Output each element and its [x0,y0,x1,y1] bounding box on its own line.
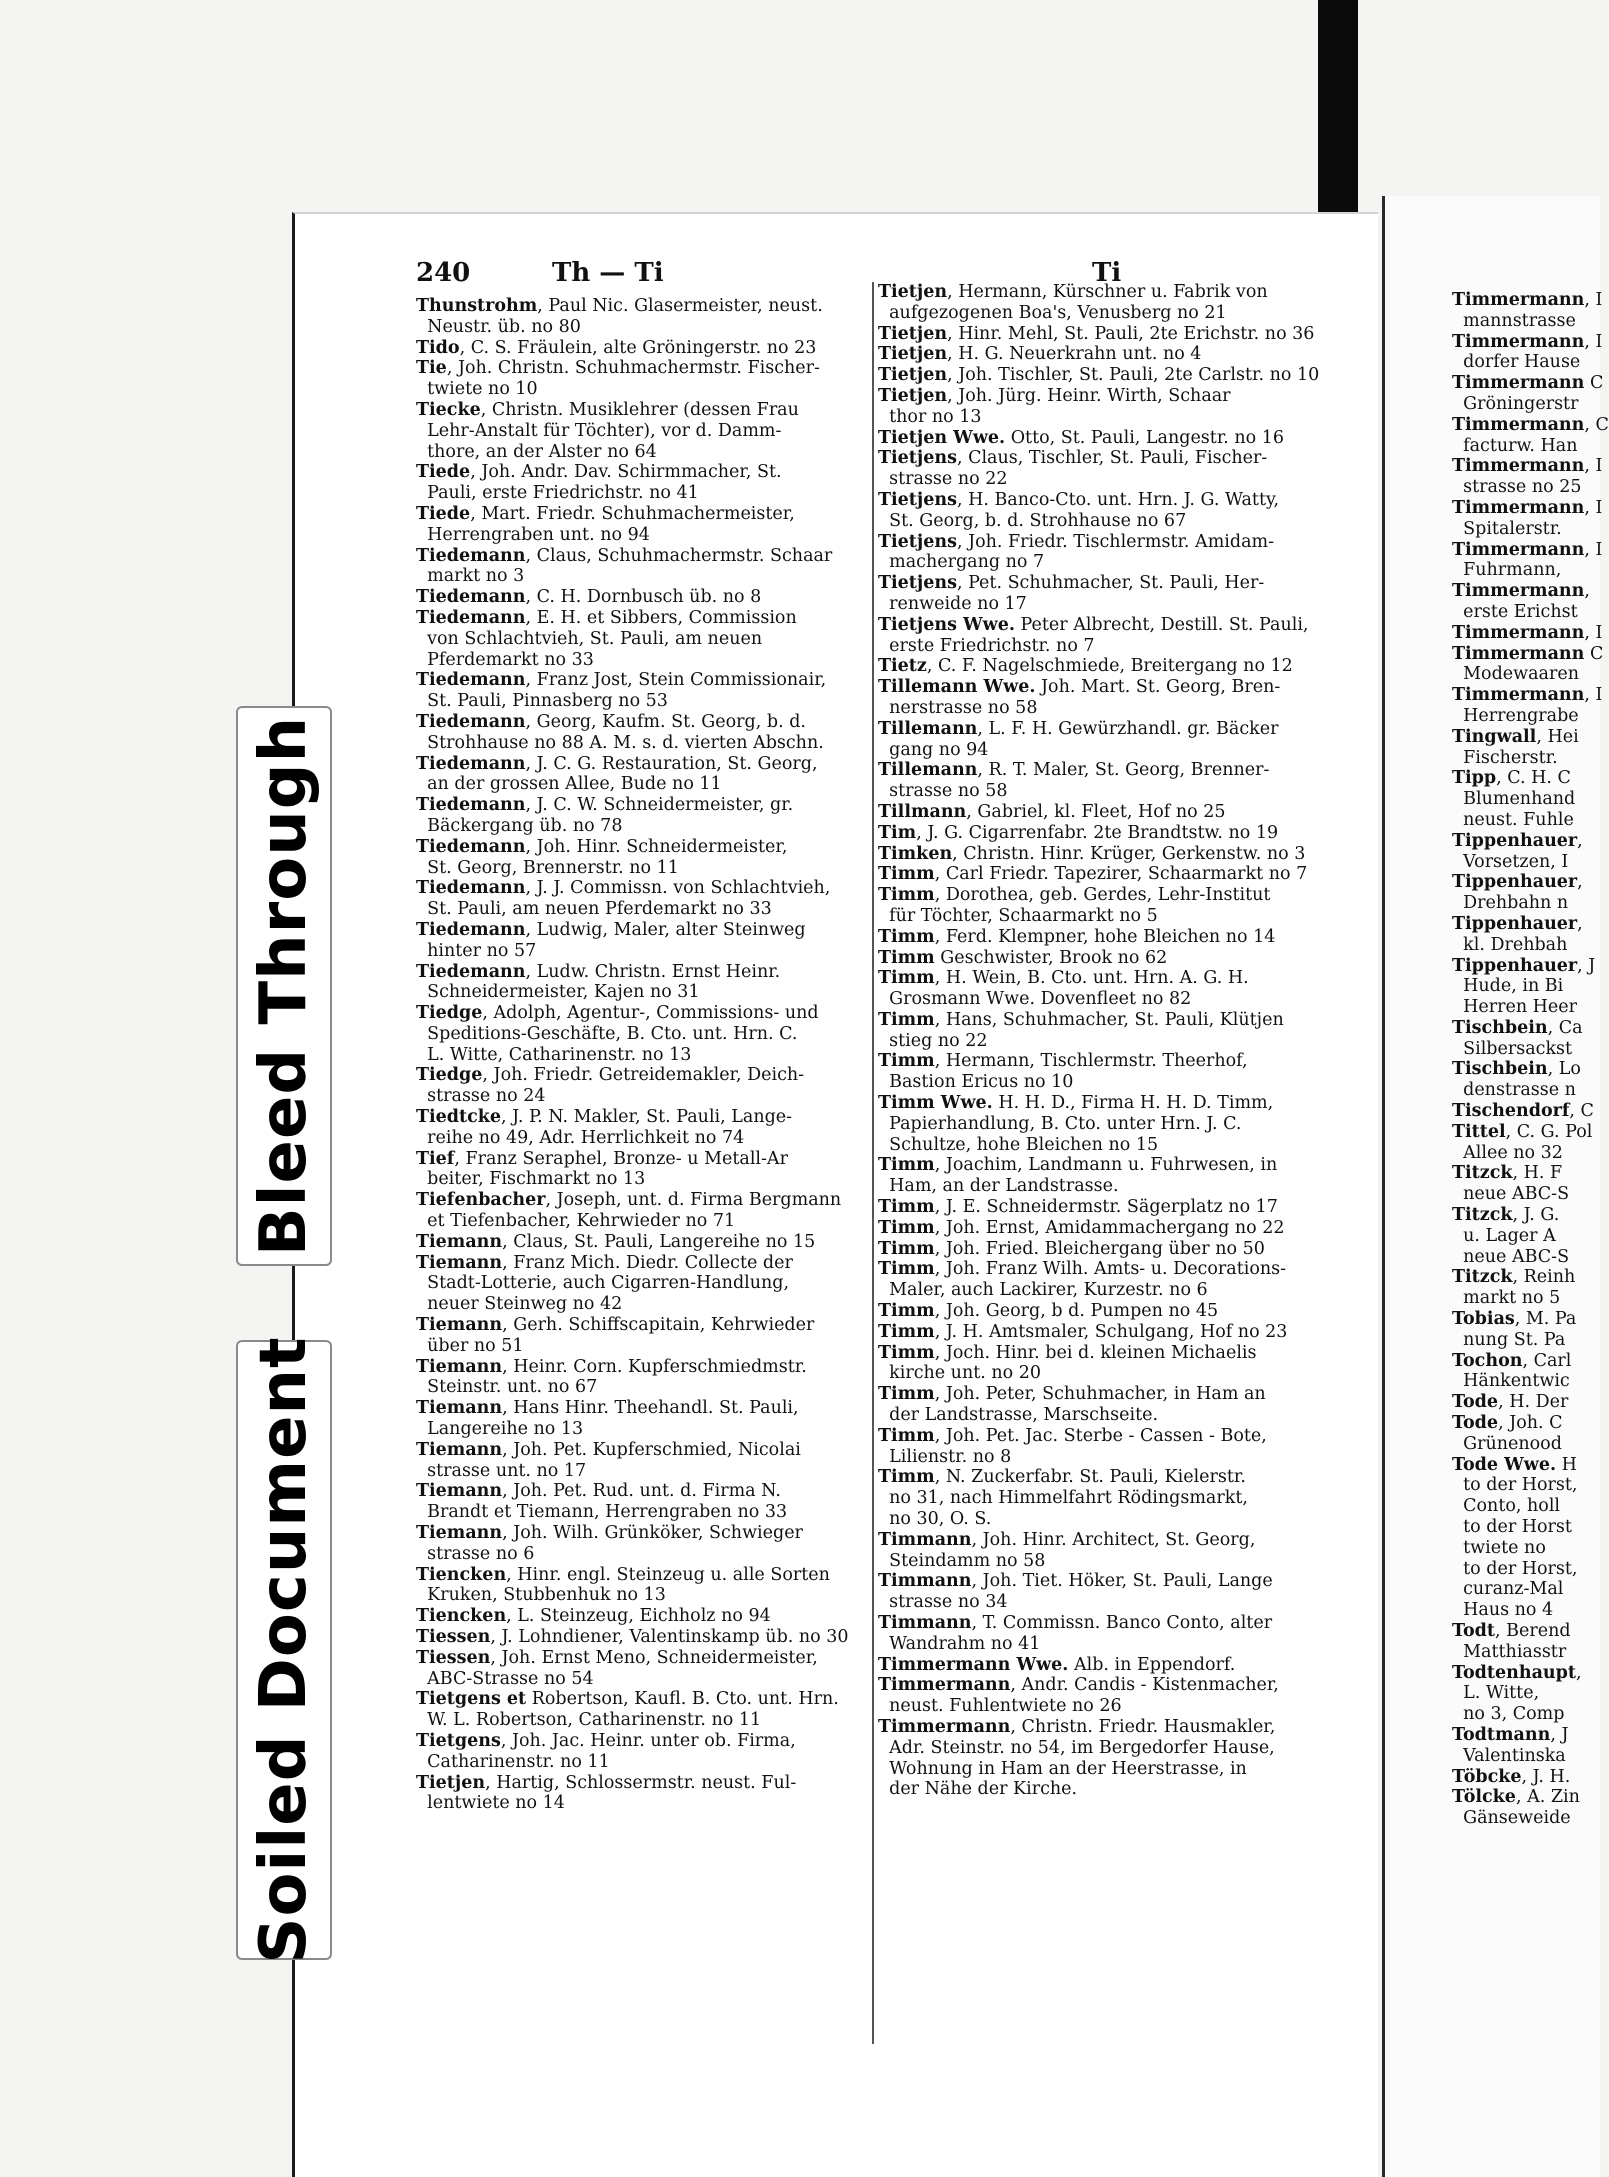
directory-line: Papierhandlung, B. Cto. unter Hrn. J. C. [878,1113,1242,1134]
directory-line: Tillemann Wwe. Joh. Mart. St. Georg, Bren- [878,677,1281,698]
directory-line: Tiedemann, C. H. Dornbusch üb. no 8 [416,587,762,608]
directory-line: Tischendorf, C [1452,1101,1594,1122]
directory-line: strasse no 58 [878,781,1008,802]
directory-line: Timken, Christn. Hinr. Krüger, Gerkenstw. no 3 [878,843,1306,864]
directory-line: Matthiasstr [1452,1641,1567,1662]
directory-line: an der grossen Allee, Bude no 11 [416,774,722,795]
directory-line: Timmermann, C [1452,414,1609,435]
facing-page-column [1452,290,1609,1829]
directory-line: mannstrasse [1452,310,1576,331]
directory-line: Lehr-Anstalt für Töchter), vor d. Damm- [416,420,782,441]
directory-line: Tillemann, R. T. Maler, St. Georg, Brenner- [878,760,1270,781]
directory-line: strasse no 22 [878,469,1008,490]
directory-line: Timmermann, I [1452,331,1603,352]
directory-line: Neustr. üb. no 80 [416,316,581,337]
directory-line: Timmermann, Christn. Friedr. Hausmakler, [878,1716,1276,1737]
directory-line: Conto, holl [1452,1496,1561,1517]
directory-line: twiete no [1452,1537,1546,1558]
directory-line: Tietjens, Joh. Friedr. Tischlermstr. Amidam- [878,531,1275,552]
directory-line: Tode, H. Der [1452,1392,1569,1413]
directory-line: gang no 94 [878,739,989,760]
directory-line: Tiemann, Claus, St. Pauli, Langereihe no 15 [416,1231,816,1252]
directory-line: lentwiete no 14 [416,1793,565,1814]
directory-line: Todtenhaupt, [1452,1662,1582,1683]
directory-line: Wandrahm no 41 [878,1633,1041,1654]
directory-line: Schneidermeister, Kajen no 31 [416,982,700,1003]
directory-line: Timm, Joh. Fried. Bleichergang über no 50 [878,1238,1265,1259]
directory-line: Allee no 32 [1452,1142,1563,1163]
directory-line: Timm, Hans, Schuhmacher, St. Pauli, Klütjen [878,1009,1284,1030]
directory-line: Wohnung in Ham an der Heerstrasse, in [878,1758,1247,1779]
directory-line: Timm, Joh. Ernst, Amidammachergang no 22 [878,1217,1285,1238]
directory-line: Strohhause no 88 A. M. s. d. vierten Abschn. [416,732,824,753]
directory-line: thor no 13 [878,406,982,427]
directory-line: stieg no 22 [878,1030,988,1051]
directory-line: Tode Wwe. H [1452,1454,1577,1475]
directory-line: et Tiefenbacher, Kehrwieder no 71 [416,1211,736,1232]
directory-line: Tiedemann, J. J. Commissn. von Schlachtvieh, [416,878,831,899]
directory-line: Schultze, hohe Bleichen no 15 [878,1134,1159,1155]
directory-line: Timmermann, I [1452,685,1603,706]
directory-line: twiete no 10 [416,379,538,400]
middle-entry-column [878,282,1360,1800]
left-entry-column [416,296,870,1814]
directory-line: Tobias, M. Pa [1452,1309,1577,1330]
directory-line: to der Horst, [1452,1558,1578,1579]
directory-line: der Nähe der Kirche. [878,1779,1078,1800]
directory-line: Tiessen, J. Lohndiener, Valentinskamp üb. no 30 [416,1627,849,1647]
directory-line: Blumenhand [1452,789,1576,810]
directory-line: Timmermann, I [1452,456,1603,477]
directory-line: Tiedemann, Joh. Hinr. Schneidermeister, [416,836,788,857]
bleed-through-label [236,706,332,1266]
directory-line: Grosmann Wwe. Dovenfleet no 82 [878,989,1192,1010]
directory-line: no 3, Comp [1452,1704,1565,1725]
directory-line: St. Pauli, am neuen Pferdemarkt no 33 [416,899,772,920]
directory-line: Valentinska [1452,1745,1566,1766]
directory-line: neust. Fuhlentwiete no 26 [878,1696,1122,1717]
page-range-header: Th — Ti [552,258,664,288]
directory-line: Timmermann, Andr. Candis - Kistenmacher, [878,1675,1279,1696]
directory-line: Timm, Carl Friedr. Tapezirer, Schaarmarkt no 7 [878,864,1308,885]
directory-line: Tittel, C. G. Pol [1452,1121,1593,1142]
directory-line: Timm, Joh. Franz Wilh. Amts- u. Decorations- [878,1259,1287,1280]
directory-line: Tippenhauer, [1452,830,1583,851]
directory-line: Tiemann, Joh. Pet. Rud. unt. d. Firma N. [416,1481,781,1502]
directory-line: erste Erichst [1452,601,1578,622]
soiled-document-label [236,1336,332,1964]
directory-line: Timm, J. E. Schneidermstr. Sägerplatz no 17 [878,1197,1278,1218]
soiled-document-text: Soiled Document [247,1336,321,1964]
directory-line: Todt, Berend [1452,1621,1571,1641]
directory-line: neue ABC-S [1452,1246,1570,1267]
directory-line: no 30, O. S. [878,1509,992,1530]
directory-line: Timm, Joh. Georg, b d. Pumpen no 45 [878,1301,1219,1322]
directory-line: Tillmann, Gabriel, kl. Fleet, Hof no 25 [878,801,1226,822]
bleed-through-text: Bleed Through [247,715,321,1257]
directory-line: Tietjens, Pet. Schuhmacher, St. Pauli, Her- [878,573,1265,594]
directory-line: Langereihe no 13 [416,1419,584,1440]
directory-line: Herrengrabe [1452,705,1579,726]
directory-line: strasse no 25 [1452,477,1582,498]
page-number: 240 [416,258,471,288]
directory-line: Bastion Ericus no 10 [878,1072,1074,1093]
directory-line: Speditions-Geschäfte, B. Cto. unt. Hrn. C. [416,1023,798,1044]
directory-line: Tie, Joh. Christn. Schuhmachermstr. Fischer- [416,358,820,379]
directory-line: Tillemann, L. F. H. Gewürzhandl. gr. Bäcker [878,718,1279,739]
directory-line: hinter no 57 [416,940,537,961]
directory-line: St. Georg, Brennerstr. no 11 [416,857,679,878]
directory-line: Tim, J. G. Cigarrenfabr. 2te Brandtstw. no 19 [878,822,1279,843]
directory-line: Brandt et Tiemann, Herrengraben no 33 [416,1502,788,1523]
directory-line: kirche unt. no 20 [878,1363,1042,1384]
directory-line: Tiemann, Gerh. Schiffscapitain, Kehrwieder [416,1315,815,1336]
directory-line: Pferdemarkt no 33 [416,649,594,670]
directory-line: Tietjen, Hermann, Kürschner u. Fabrik von [878,282,1268,302]
directory-line: Tiede, Mart. Friedr. Schuhmachermeister, [416,503,795,524]
directory-line: Tief, Franz Seraphel, Bronze- u Metall-Ar [416,1148,788,1169]
directory-line: facturw. Han [1452,435,1578,456]
directory-line: Tiefenbacher, Joseph, unt. d. Firma Bergmann [416,1190,842,1211]
directory-line: über no 51 [416,1335,524,1356]
directory-line: Catharinenstr. no 11 [416,1751,610,1772]
directory-line: Timm, Joachim, Landmann u. Fuhrwesen, in [878,1155,1278,1176]
directory-line: Kruken, Stubbenhuk no 13 [416,1585,666,1606]
directory-line: Titzck, H. F [1452,1163,1563,1184]
column-divider [872,282,874,2044]
directory-line: Timmermann, I [1452,539,1603,560]
directory-line: Timmann, T. Commissn. Banco Conto, alter [878,1613,1273,1633]
directory-line: to der Horst [1452,1517,1572,1538]
directory-line: Tiencken, L. Steinzeug, Eichholz no 94 [416,1606,771,1627]
directory-line: L. Witte, [1452,1683,1540,1704]
directory-line: Steindamm no 58 [878,1550,1046,1571]
directory-line: Gröningerstr [1452,393,1579,414]
directory-line: Tode, Joh. C [1452,1413,1563,1434]
directory-line: Tiedemann, Franz Jost, Stein Commissionair, [416,670,827,691]
directory-line: Haus no 4 [1452,1600,1554,1621]
directory-line: u. Lager A [1452,1225,1556,1246]
directory-line: Adr. Steinstr. no 54, im Bergedorfer Hause, [878,1737,1275,1758]
directory-line: aufgezogenen Boa's, Venusberg no 21 [878,302,1227,323]
directory-line: Timm, Joch. Hinr. bei d. kleinen Michaelis [878,1342,1257,1363]
directory-line: Silbersackst [1452,1038,1573,1059]
directory-line: Tiessen, Joh. Ernst Meno, Schneidermeister, [416,1647,818,1668]
directory-line: Timm, J. H. Amtsmaler, Schulgang, Hof no 23 [878,1321,1288,1342]
directory-line: Tietjens Wwe. Peter Albrecht, Destill. St. Pauli, [878,614,1309,635]
directory-line: Timmermann Wwe. Alb. in Eppendorf. [878,1654,1236,1675]
directory-line: machergang no 7 [878,552,1045,573]
directory-line: Timmermann, I [1452,622,1603,643]
directory-line: strasse no 24 [416,1086,546,1107]
directory-line: Tiedemann, Ludwig, Maler, alter Steinweg [416,919,806,940]
directory-line: curanz-Mal [1452,1579,1564,1600]
directory-line: Timm, Hermann, Tischlermstr. Theerhof, [878,1051,1248,1072]
directory-line: Thunstrohm, Paul Nic. Glasermeister, neust. [416,296,823,316]
directory-line: Tiedtcke, J. P. N. Makler, St. Pauli, Lange- [416,1107,793,1128]
directory-line: Tischbein, Ca [1452,1017,1583,1038]
directory-line: Bäckergang üb. no 78 [416,815,623,836]
directory-line: St. Georg, b. d. Strohhause no 67 [878,510,1187,531]
directory-line: L. Witte, Catharinenstr. no 13 [416,1044,692,1065]
directory-line: Tiecke, Christn. Musiklehrer (dessen Frau [416,399,799,420]
directory-line: Tiedge, Joh. Friedr. Getreidemakler, Deich- [416,1065,805,1086]
directory-line: dorfer Hause [1452,352,1581,373]
directory-line: reihe no 49, Adr. Herrlichkeit no 74 [416,1127,745,1148]
directory-line: Tiede, Joh. Andr. Dav. Schirmmacher, St. [416,462,782,483]
directory-line: Tiencken, Hinr. engl. Steinzeug u. alle Sorten [416,1564,830,1585]
directory-line: neust. Fuhle [1452,809,1574,830]
directory-line: Lilienstr. no 8 [878,1446,1012,1467]
directory-line: Tiedemann, Ludw. Christn. Ernst Heinr. [416,961,781,982]
directory-line: Timmann, Joh. Hinr. Architect, St. Georg, [878,1529,1256,1550]
directory-line: Tiemann, Joh. Wilh. Grünköker, Schwieger [416,1523,803,1544]
directory-line: Timmermann C [1452,373,1604,394]
directory-line: Vorsetzen, I [1452,851,1569,872]
directory-line: ABC-Strasse no 54 [416,1668,594,1689]
directory-line: Maler, auch Lackirer, Kurzestr. no 6 [878,1280,1208,1301]
directory-line: Tipp, C. H. C [1452,768,1571,789]
directory-line: thore, an der Alster no 64 [416,441,657,462]
directory-line: markt no 5 [1452,1288,1561,1309]
directory-line: Tiemann, Hans Hinr. Theehandl. St. Pauli, [416,1398,799,1419]
directory-line: Tiemann, Franz Mich. Diedr. Collecte der [416,1252,793,1273]
directory-line: Timm Geschwister, Brook no 62 [878,947,1168,968]
directory-line: Stadt-Lotterie, auch Cigarren-Handlung, [416,1273,790,1294]
directory-line: der Landstrasse, Marschseite. [878,1405,1159,1426]
directory-line: Timm, H. Wein, B. Cto. unt. Hrn. A. G. H. [878,968,1249,989]
directory-line: Fischerstr. [1452,747,1558,768]
directory-line: Herren Heer [1452,997,1578,1018]
directory-line: Gänseweide [1452,1808,1571,1829]
directory-line: Timm, Dorothea, geb. Gerdes, Lehr-Institut [878,885,1271,906]
directory-line: Tido, C. S. Fräulein, alte Gröningerstr. no 23 [416,337,817,358]
directory-line: Tischbein, Lo [1452,1059,1581,1080]
directory-line: erste Friedrichstr. no 7 [878,635,1095,656]
directory-line: kl. Drehbah [1452,934,1568,955]
directory-line: Tiemann, Joh. Pet. Kupferschmied, Nicolai [416,1439,801,1460]
directory-line: Titzck, J. G. [1452,1205,1560,1226]
directory-line: Tietgens, Joh. Jac. Heinr. unter ob. Firma, [416,1730,796,1751]
directory-line: nerstrasse no 58 [878,697,1038,718]
directory-line: Tiedemann, Claus, Schuhmachermstr. Schaar [416,545,833,566]
directory-line: Timm, N. Zuckerfabr. St. Pauli, Kielerstr. [878,1467,1246,1488]
directory-line: von Schlachtvieh, St. Pauli, am neuen [416,628,763,649]
directory-line: renweide no 17 [878,593,1027,614]
directory-line: Fuhrmann, [1452,560,1562,581]
directory-line: Tippenhauer, [1452,913,1583,934]
directory-line: Tiedemann, E. H. et Sibbers, Commission [416,607,797,628]
directory-line: markt no 3 [416,566,525,587]
directory-line: Tiedge, Adolph, Agentur-, Commissions- und [416,1003,819,1024]
directory-line: Steinstr. unt. no 67 [416,1377,598,1398]
directory-line: nung St. Pa [1452,1329,1566,1350]
directory-line: Tietjen, Hinr. Mehl, St. Pauli, 2te Erichstr. no 36 [878,323,1315,344]
directory-line: Hänkentwic [1452,1371,1570,1392]
directory-line: Tietjens, Claus, Tischler, St. Pauli, Fischer- [878,448,1268,469]
directory-line: für Töchter, Schaarmarkt no 5 [878,905,1158,926]
directory-line: Timm, Joh. Peter, Schuhmacher, in Ham an [878,1384,1266,1405]
directory-line: Tiedemann, Georg, Kaufm. St. Georg, b. d. [416,711,806,732]
directory-line: Todtmann, J [1452,1724,1569,1745]
directory-line: neuer Steinweg no 42 [416,1294,623,1315]
directory-line: Tietjen, Joh. Tischler, St. Pauli, 2te Carlstr. no 10 [878,365,1320,386]
directory-line: to der Horst, [1452,1475,1578,1496]
directory-line: Spitalerstr. [1452,518,1562,539]
directory-line: Tiedemann, J. C. G. Restauration, St. Georg, [416,753,818,774]
directory-line: Tochon, Carl [1452,1350,1572,1371]
directory-line: Tölcke, A. Zin [1452,1787,1580,1808]
directory-line: St. Pauli, Pinnasberg no 53 [416,691,668,712]
directory-line: Tietjens, H. Banco-Cto. unt. Hrn. J. G. Watty, [878,489,1280,510]
directory-line: Tietjen Wwe. Otto, St. Pauli, Langestr. no 16 [878,427,1285,448]
directory-line: Timm, Ferd. Klempner, hohe Bleichen no 14 [878,926,1276,947]
directory-line: Töbcke, J. H. [1452,1766,1571,1787]
directory-line: Timm, Joh. Pet. Jac. Sterbe - Cassen - Bote, [878,1425,1267,1446]
directory-line: Tiemann, Heinr. Corn. Kupferschmiedmstr. [416,1356,807,1377]
directory-line: Timmann, Joh. Tiet. Höker, St. Pauli, Lange [878,1571,1273,1592]
directory-line: Tietjen, H. G. Neuerkrahn unt. no 4 [878,344,1202,365]
directory-line: Timmermann C [1452,643,1604,664]
directory-line: Timmermann, I [1452,290,1603,310]
directory-line: Tietjen, Joh. Jürg. Heinr. Wirth, Schaar [878,385,1231,406]
directory-line: Pauli, erste Friedrichstr. no 41 [416,483,699,504]
directory-line: Ham, an der Landstrasse. [878,1176,1119,1197]
directory-line: Timmermann, [1452,581,1590,602]
section-letter-header: Ti [1092,258,1122,288]
directory-line: denstrasse n [1452,1080,1576,1101]
directory-line: Tietgens et Robertson, Kaufl. B. Cto. unt. Hrn. [416,1689,839,1710]
directory-line: Drehbahn n [1452,893,1569,914]
directory-line: strasse unt. no 17 [416,1460,587,1481]
directory-line: Tiedemann, J. C. W. Schneidermeister, gr. [416,795,794,816]
directory-line: no 31, nach Himmelfahrt Rödingsmarkt, [878,1488,1248,1509]
directory-line: Tippenhauer, [1452,872,1583,893]
directory-line: Modewaaren [1452,664,1579,685]
directory-line: strasse no 6 [416,1543,535,1564]
directory-line: Timm Wwe. H. H. D., Firma H. H. D. Timm, [878,1093,1274,1114]
directory-line: Tietz, C. F. Nagelschmiede, Breitergang no 12 [878,656,1293,677]
directory-line: Tippenhauer, J [1452,955,1596,976]
directory-line: Hude, in Bi [1452,976,1564,997]
directory-line: Tingwall, Hei [1452,726,1579,747]
directory-line: beiter, Fischmarkt no 13 [416,1169,646,1190]
directory-line: strasse no 34 [878,1592,1008,1613]
directory-line: Grünenood [1452,1433,1562,1454]
directory-line: Herrengraben unt. no 94 [416,524,650,545]
directory-line: W. L. Robertson, Catharinenstr. no 11 [416,1710,762,1731]
directory-line: Tietjen, Hartig, Schlossermstr. neust. Ful- [416,1772,797,1793]
directory-line: neue ABC-S [1452,1184,1570,1205]
directory-line: Timmermann, I [1452,497,1603,518]
directory-line: Titzck, Reinh [1452,1267,1576,1288]
